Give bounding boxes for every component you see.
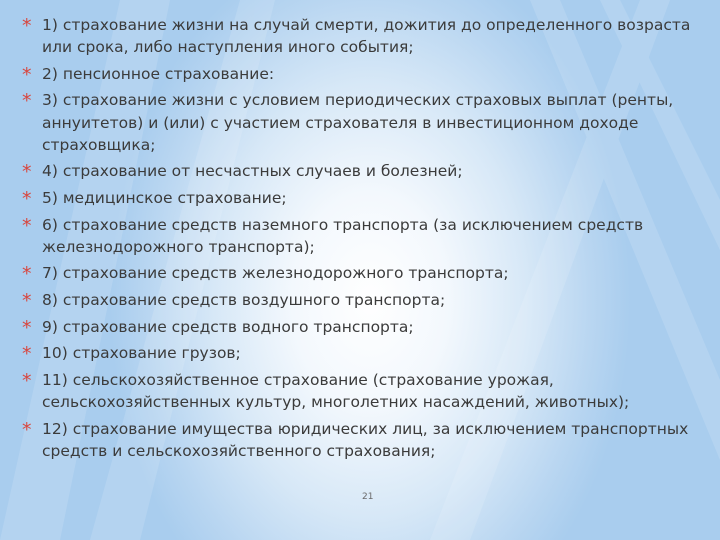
bullet-marker: * [22,289,32,312]
bullet-marker: * [22,187,32,210]
list-item-text: 12) страхование имущества юридических лиц, за исключением транспортных средств и сельскохозяйственного страхования; [42,419,689,460]
list-item-text: 5) медицинское страхование; [42,188,287,207]
list-item-text: 1) страхование жизни на случай смерти, дожития до определенного возраста или срока, либо наступления иного события; [42,16,691,57]
list-item-text: 6) страхование средств наземного транспорта (за исключением средств железнодорожного транспорта); [42,215,644,256]
list-item [22,14,702,58]
list-item-text: 3) страхование жизни с условием периодических страховых выплат (ренты, аннуитетов) и (или) с участием страхователя в инвестиционном доходе страховщика; [42,91,674,154]
list-item [22,289,702,311]
bullet-marker: * [22,418,32,441]
insurance-types-list [22,14,702,466]
bullet-marker: * [22,369,32,392]
list-item [22,342,702,364]
list-item-text: 10) страхование грузов; [42,344,241,363]
list-item [22,262,702,284]
page-number: 21 [362,492,374,502]
list-item-text: 2) пенсионное страхование: [42,64,275,83]
bullet-marker: * [22,214,32,237]
list-item [22,369,702,413]
list-item-text: 4) страхование от несчастных случаев и болезней; [42,162,463,181]
list-item-text: 11) сельскохозяйственное страхование (страхование урожая, сельскохозяйственных культур, многолетних насаждений, животных); [42,370,630,411]
list-item [22,63,702,85]
list-item-text: 9) страхование средств водного транспорта; [42,317,414,336]
bullet-marker: * [22,316,32,339]
bullet-marker: * [22,263,32,286]
list-item [22,89,702,156]
list-item-text: 7) страхование средств железнодорожного транспорта; [42,264,509,283]
bullet-marker: * [22,63,32,86]
list-item [22,214,702,258]
bullet-marker: * [22,343,32,366]
bullet-marker: * [22,15,32,37]
bullet-marker: * [22,90,32,113]
list-item [22,418,702,462]
list-item [22,187,702,209]
list-item-text: 8) страхование средств воздушного транспорта; [42,290,446,309]
bullet-marker: * [22,161,32,184]
list-item [22,316,702,338]
list-item [22,160,702,182]
